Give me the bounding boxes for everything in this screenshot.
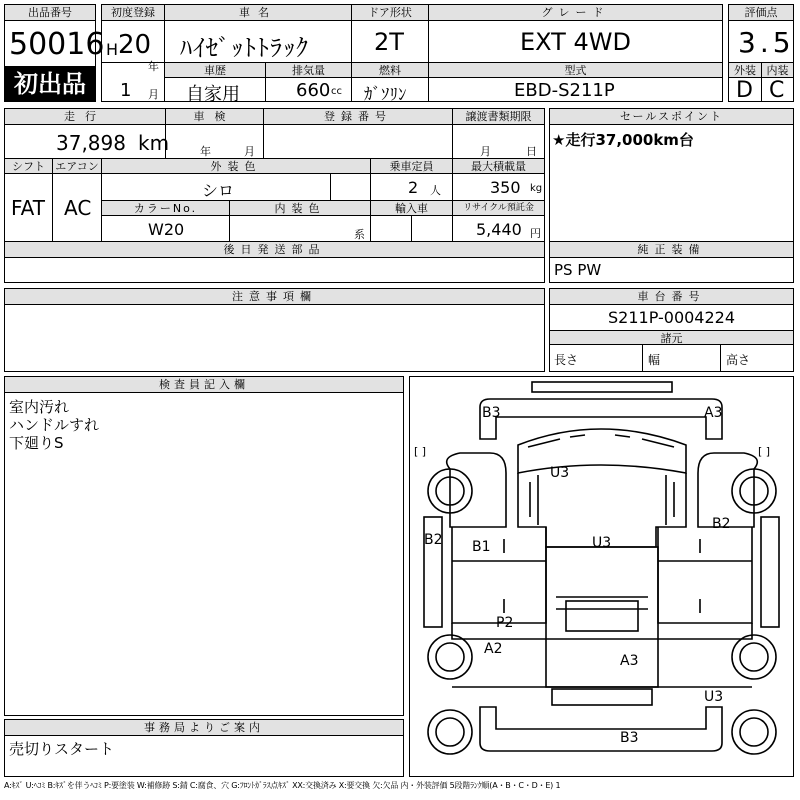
equipment-label: 純正装備 [550,242,793,258]
door-label: ドア形状 [352,5,428,21]
damage-mark: B3 [482,405,501,421]
ext-color-label: 外装色 [102,159,370,174]
office-box [4,719,404,777]
inspector-line: 下廻りS [9,434,64,452]
damage-diagram-box [409,376,794,777]
max-load-unit: kg [530,183,543,194]
car-name-label: 車名 [165,5,351,21]
grade: EXT 4WD [520,28,631,56]
ac-label: エアコン [53,159,101,174]
transfer-label: 譲渡書類期限 [453,109,544,125]
displacement-label: 排気量 [266,63,351,78]
windshield-outline [518,429,686,473]
insp-year-unit: 年 [200,145,211,158]
inspection-label: 車検 [166,109,263,125]
truck-diagram [410,377,793,776]
model: EBD-S211P [514,80,615,101]
model-label: 型式 [429,63,722,78]
reg-month: 1 [120,80,132,101]
sales-points-text: ★走行37,000km台 [552,131,694,149]
length-label: 長さ [554,353,579,367]
damage-mark: B2 [424,532,443,548]
equipment-text: PS PW [554,261,602,279]
roof-marker [532,382,672,392]
wheel-rear-right [732,635,776,679]
mileage-unit: km [138,131,170,155]
capacity-unit: 人 [430,184,441,197]
transfer-month-unit: 月 [480,145,491,158]
import-label: 輸入車 [371,201,452,216]
inspector-line: ハンドルすれ [9,416,100,434]
door-type: 2T [374,28,404,56]
color-no-label: カラーNo. [102,201,229,216]
recycle-label: リサイクル預託金 [453,201,544,216]
details-table [4,108,545,242]
shift-label: シフト [5,159,52,174]
reg-year: 20 [118,30,152,60]
grade-label: グレード [429,5,722,21]
reg-label: 初度登録 [102,5,164,21]
damage-mark: U3 [704,689,724,705]
exterior-grade: D [736,78,753,103]
reg-no-label: 登録番号 [264,109,452,125]
mileage-label: 走行 [5,109,165,125]
inspector-box [4,376,404,716]
displacement: 660 [296,80,331,101]
width-label: 幅 [648,353,661,367]
reg-era: H [106,40,119,59]
cargo-bed-outline [546,547,658,687]
right-side-panel [761,517,779,627]
inspector-label: 検査員記入欄 [5,377,403,393]
capacity-label: 乗車定員 [371,159,452,174]
chassis-box [549,288,794,372]
car-name: ﾊｲｾﾞｯﾄﾄﾗｯｸ [180,34,309,62]
equipment-box [549,241,794,283]
legend: A:ｷｽﾞ U:ﾍｺﾐ B:ｷｽﾞを伴うﾍｺﾐ P:要塗装 W:補修跡 S:錆 C:腐食、穴 G:ﾌﾛﾝﾄｶﾞﾗｽ点ｷｽﾞ XX:交換済み X:要交換 欠:欠品 内・外装評価 5段階ﾗﾝｸ順(A・B・C・D・E) 1 [4,781,561,790]
ac: AC [64,196,92,220]
bracket-mark: [ ] [414,445,427,458]
notes-box [4,288,545,372]
displacement-unit: cc [331,86,342,97]
later-parts-box [4,241,545,283]
damage-mark: U3 [592,535,612,551]
damage-mark: B2 [712,516,731,532]
insp-month-unit: 月 [244,145,255,158]
rear-bumper-outline [480,707,722,751]
ext-color: シロ [202,181,235,200]
reg-month-unit: 月 [148,88,159,101]
notes-label: 注意事項欄 [5,289,544,305]
shift: FAT [11,196,46,220]
max-load-label: 最大積載量 [453,159,544,174]
interior-grade: C [769,78,785,103]
int-color-suffix: 系 [354,228,365,241]
exterior-label: 外装 [729,63,761,78]
lot-number: 50016 [9,27,105,62]
damage-mark: B3 [620,730,639,746]
color-no: W20 [148,220,185,239]
later-parts-label: 後日発送部品 [5,242,544,258]
lot-number-label: 出品番号 [5,5,95,21]
mileage: 37,898 [56,131,126,155]
damage-mark: U3 [550,465,570,481]
recycle-unit: 円 [530,227,541,240]
score: 3.5 [738,26,795,59]
damage-mark: A2 [484,641,503,657]
chassis-label: 車台番号 [550,289,793,305]
history: 自家用 [186,84,240,105]
int-color-label: 内装色 [230,201,370,216]
damage-mark: B1 [472,539,491,555]
reg-year-unit: 年 [148,60,159,73]
damage-mark: A3 [620,653,639,669]
recycle: 5,440 [476,220,522,239]
damage-mark: P2 [496,615,514,631]
first-listing-badge: 初出品 [4,66,96,102]
chassis-number: S211P-0004224 [608,308,736,327]
score-label: 評価点 [729,5,793,21]
fuel: ｶﾞｿﾘﾝ [364,85,407,105]
front-bumper-outline [480,399,722,439]
wheel-rear-left [428,635,472,679]
fuel-label: 燃料 [352,63,428,78]
sales-points-box [549,108,794,242]
office-label: 事務局よりご案内 [5,720,403,736]
capacity: 2 [408,178,419,197]
max-load: 350 [490,178,521,197]
office-text: 売切りスタート [9,740,115,758]
damage-mark: A3 [704,405,723,421]
dims-label: 諸元 [550,330,793,345]
history-label: 車歴 [165,63,265,78]
bracket-mark: [ ] [758,445,771,458]
inspector-line: 室内汚れ [9,398,70,416]
height-label: 高さ [726,353,751,367]
sales-points-label: セールスポイント [550,109,793,125]
interior-label: 内装 [762,63,793,78]
transfer-day-unit: 日 [526,145,537,158]
